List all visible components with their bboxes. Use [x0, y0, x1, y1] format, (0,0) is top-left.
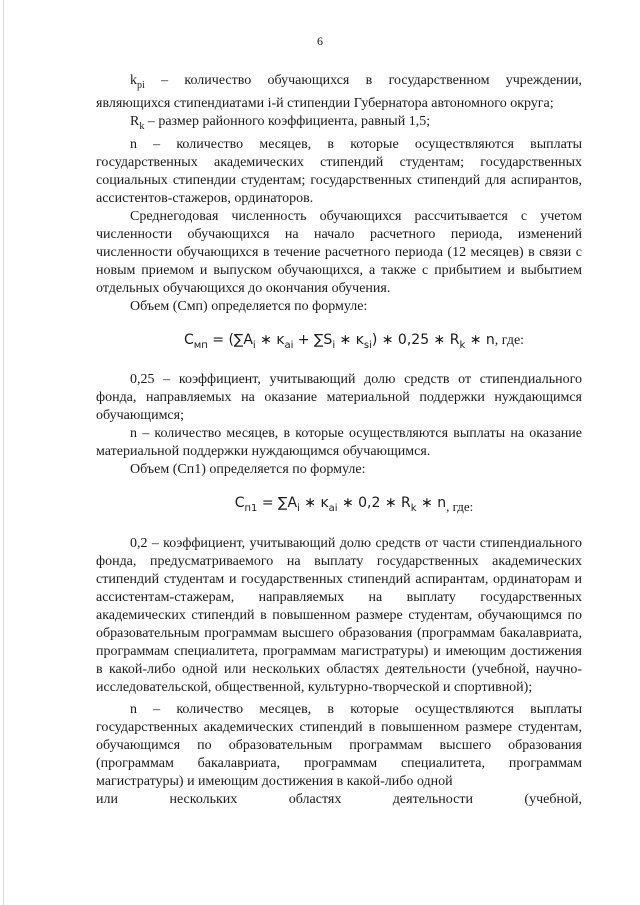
paragraph-n-definition-3-last-line: или нескольких областях деятельности (учебной,: [96, 792, 582, 808]
page-number: 6: [317, 34, 323, 48]
paragraph-rk-definition: $R_k$ – размер районного коэффициента, равный 1,5;: [130, 113, 431, 132]
document-body: [96, 72, 582, 809]
paragraph-n-definition-1: n – количество месяцев, в которые осуществляются выплаты государственных академических стипендий студентам; государственных социальных стипендии студентам; государственных стипендий для аспирантов, ассистентов-стажеров, ординаторов.: [96, 136, 582, 206]
paragraph-cp1-intro: Объем (Сп1) определяется по формуле:: [130, 462, 366, 478]
symbol-k: $k_{pi}$: [130, 73, 145, 91]
scan-edge: [3, 0, 4, 905]
formula-cmp: $С_{мп} = (\sum A_i$ ∗ $ĸ_{ai} + \sum S_i$ ∗ $ĸ_{si}$) ∗ 0,25 ∗ $R_k$ ∗ n, где:: [183, 331, 525, 351]
paragraph-coef-025: 0,25 – коэффициент, учитывающий долю средств от стипендиального фонда, направляемых на оказание материальной поддержки нуждающимся обучающимся;: [96, 372, 582, 424]
formula-cp1: $С_{п1} = \sum A_i$ ∗ $ĸ_{ai}$ ∗ 0,2 ∗ $R_k$ ∗ $n_{, где:}$: [234, 495, 474, 515]
paragraph-n-definition-2: n – количество месяцев, в которые осуществляются выплаты на оказание материальной поддержки нуждающимся обучающимся.: [96, 426, 582, 460]
symbol-r: $R_k$: [130, 113, 145, 132]
paragraph-n-definition-3: n – количество месяцев, в которые осуществляются выплаты государственных академических стипендий в повышенном размере студентам, обучающимся по образовательным программам высшего образования (программам бакалавриата, программам специалитета, программам магистратуры) и имеющим достижения в какой-либо одной: [96, 702, 582, 790]
paragraph-coef-02: 0,2 – коэффициент, учитывающий долю средств от части стипендиального фонда, предусматриваемого на выплату государственных академических стипендий студентам и государственных стипендий аспирантам, ординаторам и ассистентам-стажерам, направляемых на выплату государственных академических стипендий в повышенном размере студентам, обучающимся по образовательным программам высшего образования (программам бакалавриата, программам специалитета, программам магистратуры) и имеющим достижения в какой-либо одной или нескольких областях деятельности (учебной, научно-исследовательской, общественной, культурно-творческой и спортивной);: [96, 536, 582, 696]
paragraph-average-count: Среднегодовая численность обучающихся рассчитывается с учетом численности обучающихся на начало расчетного периода, изменений численности обучающихся в течение расчетного периода (12 месяцев) в связи с новым приемом и выпуском обучающихся, а также с прибытием и выбытием отдельных обучающихся до окончания обучения.: [96, 208, 582, 296]
paragraph-cmp-intro: Объем (Смп) определяется по формуле:: [130, 298, 368, 314]
paragraph-kpi-definition: $k_{pi}$ – количество обучающихся в государственном учреждении, являющихся стипендиатами i-й стипендии Губернатора автономного округа;: [96, 73, 583, 111]
